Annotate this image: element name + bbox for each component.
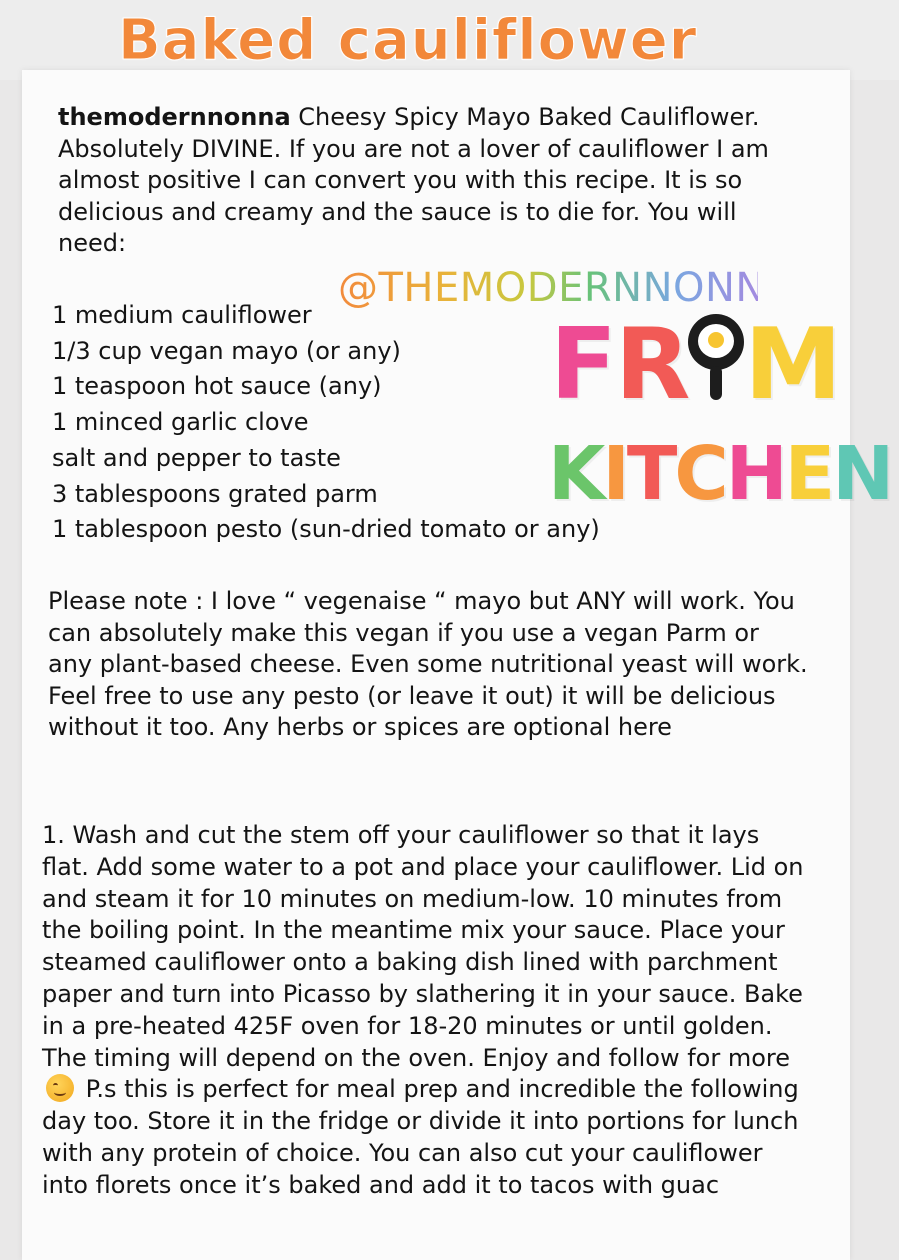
ingredient-item: salt and pepper to taste: [52, 443, 341, 472]
kitchen-sticker: [548, 432, 891, 516]
story-title: Baked cauliflower: [118, 8, 698, 73]
ingredient-item: 3 tablespoons grated parm: [52, 479, 378, 508]
ingredient-item: 1 tablespoon pesto (sun-dried tomato or any): [52, 515, 600, 544]
ingredient-item: 1 teaspoon hot sauce (any): [52, 372, 382, 401]
winking-face-emoji-icon: [46, 1074, 74, 1102]
sticker-letter: C: [674, 431, 726, 517]
steps-text-part1: 1. Wash and cut the stem off your cauliflower so that it lays flat. Add some water to a pot and place your cauliflower. Lid on and steam it for 10 minutes on medium-low. 10 minutes from the boiling point. In the meantime mix your sauce. Place your steamed cauliflower onto a baking dish lined with parchment paper and turn into Picasso by slathering it in your sauce. Bake in a pre-heated 425F oven for 18-20 minutes or until golden. The timing will depend on the oven. Enjoy and follow for more: [42, 821, 804, 1072]
sticker-letter: R: [614, 308, 689, 422]
sticker-letter: F: [550, 308, 615, 422]
screenshot-card: [22, 70, 892, 1260]
handle-sticker[interactable]: @THEMODERNNONNA: [338, 262, 758, 314]
cropped-text-remnant: [172, 140, 472, 146]
sticker-letter: T: [626, 431, 675, 517]
frying-pan-egg-icon: [688, 314, 744, 404]
sticker-letter: N: [832, 431, 892, 517]
sticker-letter: M: [744, 308, 840, 422]
ingredient-item: 1 minced garlic clove: [52, 408, 309, 437]
post-intro: [58, 102, 810, 260]
sticker-letter: H: [725, 431, 785, 517]
ingredient-item: 1 medium cauliflower: [52, 301, 312, 329]
recipe-note: Please note : I love “ vegenaise “ mayo but ANY will work. You can absolutely make this vegan if you use a vegan Parm or any plant-based cheese. Even some nutritional yeast will work. Feel free to use any pesto (or leave it out) it will be delicious without it too. Any herbs or spices are optional here: [48, 587, 808, 741]
from-sticker: [550, 308, 840, 422]
post-intro-text: Cheesy Spicy Mayo Baked Cauliflower. Absolutely DIVINE. If you are not a lover of cauliflower I am almost positive I can convert you with this recipe. It is so delicious and creamy and the sauce is to die for. You will need:: [58, 103, 769, 257]
sticker-letter: K: [548, 431, 603, 517]
recipe-steps: [42, 820, 804, 1202]
ingredient-item: 1/3 cup vegan mayo (or any): [52, 336, 401, 365]
sticker-letter: I: [602, 431, 627, 517]
post-username[interactable]: themodernnonna: [58, 103, 291, 131]
sticker-letter: E: [784, 431, 833, 517]
steps-text-part2: P.s this is perfect for meal prep and incredible the following day too. Store it in the fridge or divide it into portions for lunch with any protein of choice. You can also cut your cauliflower into florets once it’s baked and add it to tacos with guac: [42, 1075, 799, 1199]
